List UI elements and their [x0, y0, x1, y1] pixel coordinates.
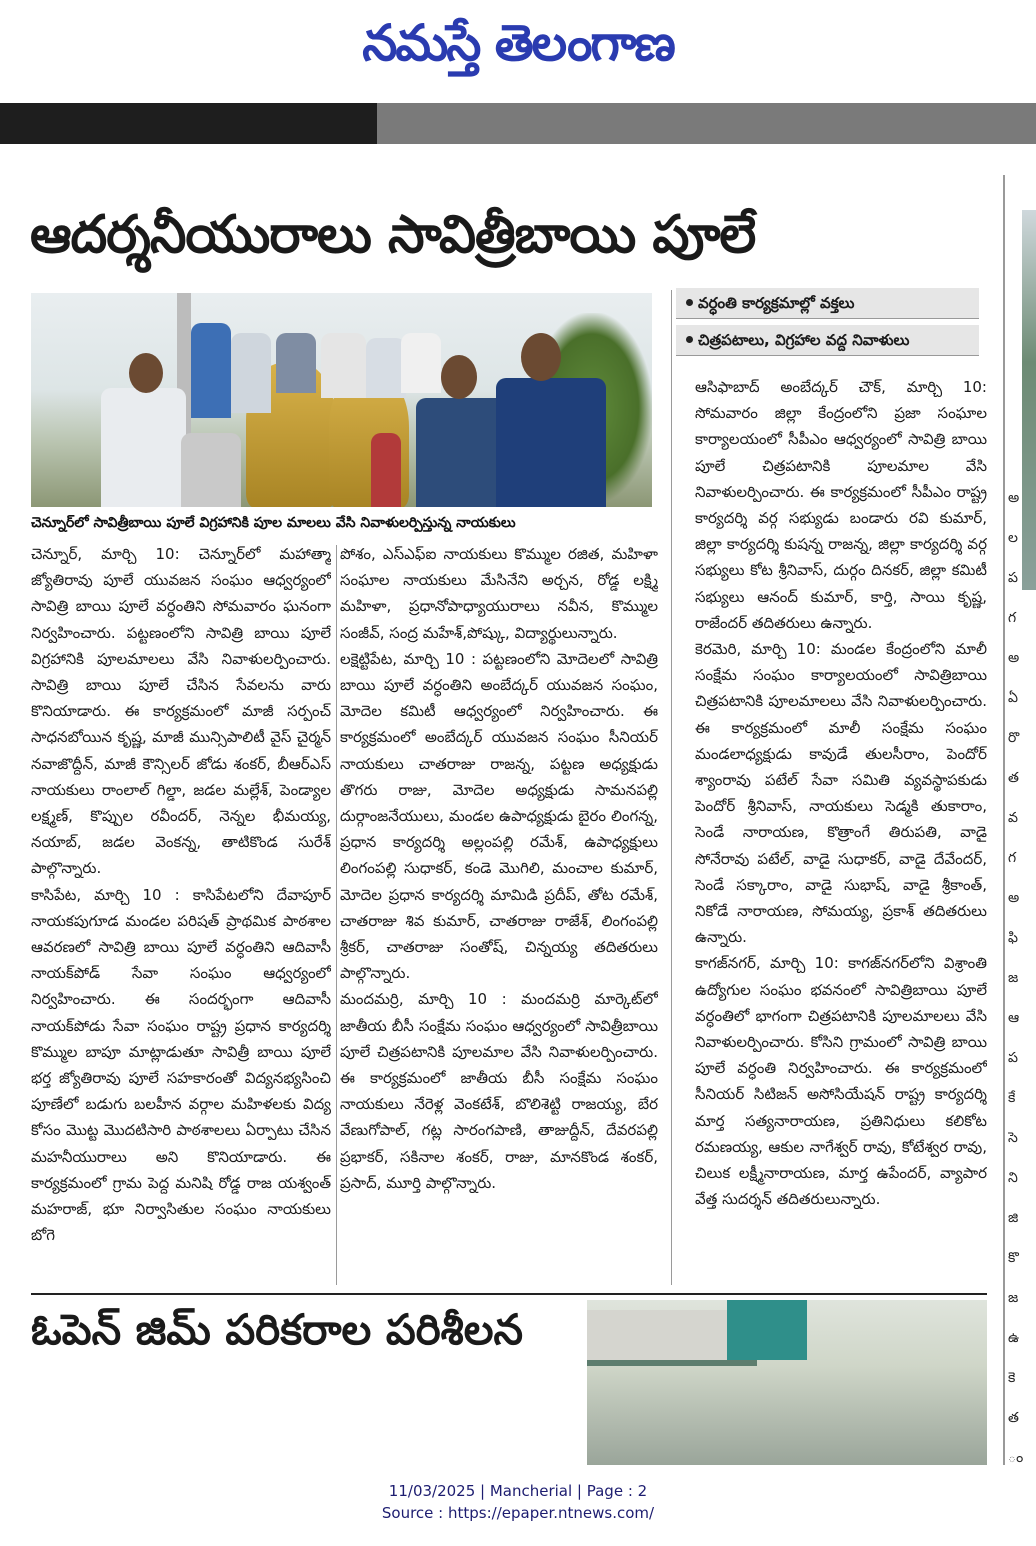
person [276, 333, 316, 393]
adjacent-text-fragment: ప [1008, 1050, 1018, 1066]
adjacent-text-fragment: ఆ [1008, 1010, 1020, 1026]
person [366, 338, 406, 398]
adjacent-text-fragment: అ [1008, 890, 1020, 906]
adjacent-photo [1022, 210, 1036, 590]
adjacent-text-fragment: ప [1008, 570, 1018, 586]
paragraph: చెన్నూర్, మార్చి 10: చెన్నూర్‌లో మహాత్మా జ్యోతిరావు పూలే యువజన సంఘం ఆధ్వర్యంలో సావిత్రి బాయి పూలే వర్ధంతిని సోమవారం ఘనంగా నిర్వహించారు. పట్టణంలోని సావిత్రి బాయి పూలే విగ్రహానికి పూలమాలలు వేసి నివాళులర్పించారు. సావిత్రి బాయి పూలే చేసిన సేవలను వారు కొనియాడారు. ఈ కార్యక్రమంలో మాజీ సర్పంచ్ సాధనబోయిన కృష్ణ, మాజీ మున్సిపాలిటీ వైస్ చైర్మన్ నవాజొద్దీన్, మాజీ కౌన్సిలర్ జోడు శంకర్, బీఆర్ఎస్ నాయకులు రాంలాల్ గిల్డా, జడల మల్లేశ్, పెండ్యాల లక్ష్మణ్, కొప్పుల రవీందర్, నెన్నల భీమయ్య, నయాబ్, జడల వెంకన్న, తాటికొండ సురేశ్ పాల్గొన్నారు. [31, 545, 331, 878]
paragraph: కాగజ్‌నగర్, మార్చి 10: కాగజ్‌నగర్‌లోని విశ్రాంతి ఉద్యోగుల సంఘం భవనంలో సావిత్రిబాయి పూలే వర్ధంతిలో భాగంగా చిత్రపటానికి పూలమాలలు వేసి నివాళులర్పించారు. కోసిని గ్రామంలో సావిత్రి బాయి పూలే వర్ధంతి నిర్వహించారు. ఈ కార్యక్రమంలో సీనియర్ సిటిజన్ అసోసియేషన్ రాష్ట్ర కార్యదర్శి మార్త సత్యనారాయణ, ప్రతినిధులు కలికోట రమణయ్య, ఆకుల నాగేశ్వర్ రావు, కోటేశ్వర రావు, చిలుక లక్ష్మీనారాయణ, మార్త ఉపేందర్, వ్యాపార వేత్త సుదర్శన్ తదితరులున్నారు. [695, 954, 987, 1209]
teaser-photo [587, 1300, 987, 1465]
teaser-photo-kiosk [727, 1300, 807, 1360]
person [321, 333, 366, 398]
person [181, 433, 241, 507]
adjacent-text-fragment: అ [1008, 490, 1020, 506]
adjacent-text-fragment: కె [1008, 1370, 1016, 1386]
subhead-1 [676, 288, 979, 319]
paragraph: కెరమెరి, మార్చి 10: మండల కేంద్రంలోని మాలీ సంక్షేమ సంఘం కార్యాలయంలో సావిత్రిబాయి చిత్రపటానికి పూలమాలలు వేసి నివాళులర్పించారు. ఈ కార్యక్రమంలో మాలీ సంక్షేమ సంఘం మండలాధ్యక్షుడు కావుడే తులసీరాం, పెందోర్ శ్యాంరావు పటేల్ సేవా సమితి వ్యవస్థాపకుడు పెందోర్ శ్రీనివాస్, నాయకులు సెడ్మకి తుకారాం, సెండే నారాయణ, కొత్రాంగే తిరుపతి, వాడై సోనేరావు పటేల్, వాడై సుధాకర్, వాడై దేవేందర్, సెండే సక్కారాం, వాడై సుభాష్, వాడై శ్రీకాంత్, నికోడే నారాయణ, సోమయ్య, ప్రకాశ్ తదితరులు ఉన్నారు. [695, 640, 987, 947]
adjacent-text-fragment: జి [1008, 1210, 1019, 1226]
person-head [129, 353, 163, 393]
subhead-2 [676, 325, 979, 356]
adjacent-text-fragment: జ [1008, 970, 1019, 986]
person [101, 388, 186, 507]
adjacent-text-fragment: త [1008, 770, 1019, 786]
adjacent-text-fragment: ఉ [1008, 1330, 1020, 1346]
adjacent-text-fragment: కే [1008, 1090, 1016, 1106]
section-bar-dark [0, 103, 377, 144]
adjacent-text-fragment: ల [1008, 530, 1018, 546]
adjacent-text-fragment: ని [1008, 1170, 1018, 1186]
person [191, 323, 231, 418]
person [401, 333, 441, 393]
subhead-text: వర్ధంతి కార్యక్రమాల్లో వక్తలు [698, 294, 855, 312]
article-column-1 [31, 541, 331, 1287]
column-divider [1003, 175, 1005, 1465]
paragraph: ఆసిఫాబాద్ అంబేద్కర్ చౌక్, మార్చి 10: సోమవారం జిల్లా కేంద్రంలోని ప్రజా సంఘాల కార్యాలయంలో సీపీఎం ఆధ్వర్యంలో సావిత్రి బాయి పూలే చిత్రపటానికి పూలమాల వేసి నివాళులర్పించారు. ఈ కార్యక్రమంలో సీపీఎం రాష్ట్ర కార్యదర్శి వర్గ సభ్యుడు బండారు రవి కుమార్, జిల్లా కార్యదర్శి కుషన్న రాజన్న, జిల్లా కార్యదర్శి వర్గ సభ్యులు కోట శ్రీనివాస్, దుర్గం దినకర్, జిల్లా కమిటీ సభ్యులు ఆనంద్ కుమార్, కార్తి, సాయి కృష్ణ, రాజేందర్ తదితరులు ఉన్నారు. [695, 378, 987, 632]
adjacent-text-fragment: రొ [1008, 730, 1020, 746]
paragraph: కాసిపేట, మార్చి 10 : కాసిపేటలోని దేవాపూర్ నాయకపుగూడ మండల పరిషత్ ప్రాథమిక పాఠశాల ఆవరణలో సావిత్రి బాయి పూలే వర్ధంతిని ఆదివాసీ నాయక్‌పోడ్ సేవా సంఘం ఆధ్వర్యంలో నిర్వహించారు. ఈ సందర్భంగా ఆదివాసీ నాయక్‌పోడు సేవా సంఘం రాష్ట్ర ప్రధాన కార్యదర్శి కొమ్ముల బాపూ మాట్లాడుతూ సావిత్రీ బాయి పూలే భర్త జ్యోతిరావు పూలే సహకారంతో విద్యనభ్యసించి పూణేలో బడుగు బలహీన వర్గాల మహిళలకు విద్య కోసం మొట్ట మొదటిసారి పాఠశాలలు ఏర్పాటు చేసిన మహనీయురాలు అని కొనియాడారు. ఈ కార్యక్రమంలో గ్రామ పెద్ద మనిషి రోడ్డ రాజ యశ్వంత్ మహరాజ్, భూ నిర్వాసితుల సంఘం నాయకులు బోగె [31, 885, 331, 1245]
footer-source-link[interactable]: Source : https://epaper.ntnews.com/ [381, 1504, 655, 1522]
photo-caption: చెన్నూర్‌లో సావిత్రీబాయి పూలే విగ్రహానికి పూల మాలలు వేసి నివాళులర్పిస్తున్న నాయకులు [31, 515, 516, 531]
person [496, 378, 606, 507]
adjacent-text-fragment: ం [1008, 1450, 1024, 1466]
article-column-3 [695, 374, 987, 1287]
adjacent-text-fragment: సె [1008, 1130, 1018, 1146]
adjacent-text-fragment: గ [1008, 850, 1017, 866]
footer-date-edition: 11/03/2025 | Mancherial | Page : 2 [388, 1482, 648, 1500]
adjacent-text-fragment: ఫి [1008, 930, 1018, 946]
adjacent-text-fragment: కొ [1008, 1250, 1019, 1266]
newspaper-logo: నమస్తే తెలంగాణ [362, 14, 674, 72]
paragraph: పోశం, ఎస్ఎఫ్ఐ నాయకులు కొమ్ముల రజిత, మహిళా సంఘాల నాయకులు మేసినేని అర్చన, రోడ్డ లక్ష్మి మహిళా, ప్రధానోపాధ్యాయురాలు నవీన, కొమ్ముల సంజీవ్, సంద్ర మహేశ్,పోష్కు, విద్యార్థులున్నారు. [340, 545, 658, 642]
adjacent-text-fragment: జ [1008, 1290, 1019, 1306]
paragraph: లక్షెట్టిపేట, మార్చి 10 : పట్టణంలోని మోదెలలో సావిత్రి బాయి పూలే వర్ధంతిని అంబేద్కర్ యువజన సంఘం, మోదెల కమిటీ ఆధ్వర్యంలో నిర్వహించారు. ఈ కార్యక్రమంలో అంబేద్కర్ యువజన సంఘం సీనియర్ నాయకులు చాతరాజు రాజన్న, పట్టణ అధ్యక్షుడు తొగరు రాజు, మోదెల అధ్యక్షుడు సామనపల్లి దుర్గాంజనేయులు, మండల ఉపాధ్యక్షుడు బైరం లింగన్న, ప్రధాన కార్యదర్శి అల్లంపల్లి రమేశ్, ఉపాధ్యక్షులు లింగంపల్లి సుధాకర్, కండె మొగిలి, మంచాల కుమార్, మోదెల ప్రధాన కార్యదర్శి మామిడి ప్రదీప్, తోట రమేశ్, చాతరాజు శివ కుమార్, చాతరాజు రాజేశ్, లింగంపల్లి శ్రీకర్, చాతరాజు సంతోష్, చిన్నయ్య తదితరులు పాల్గొన్నారు. [340, 649, 658, 983]
subhead-text: చిత్రపటాలు, విగ్రహాల వద్ద నివాళులు [698, 331, 910, 349]
person-head [441, 355, 477, 399]
paragraph: మందమర్రి, మార్చి 10 : మందమర్రి మార్కెట్‌లో జాతీయ బీసీ సంక్షేమ సంఘం ఆధ్వర్యంలో సావిత్రీబాయి పూలే చిత్రపటానికి పూలమాల వేసి నివాళులర్పించారు. ఈ కార్యక్రమంలో జాతీయ బీసీ సంక్షేమ సంఘం నాయకులు నేరెళ్ల వెంకటేశ్, బొలిశెట్టి రాజయ్య, బేర వేణుగోపాల్, గట్ల సారంగపాణి, తాజుద్దీన్, దేవరపల్లి ప్రభాకర్, సకినాల శంకర్, రాజు, మానకొండ శంకర్, ప్రసాద్, మూర్తి పాల్గొన్నారు. [340, 990, 658, 1192]
adjacent-text-fragment: వ [1008, 810, 1018, 826]
bullet-icon [686, 299, 693, 306]
article-photo [31, 293, 652, 507]
page-footer [0, 1480, 1036, 1524]
adjacent-article-strip [1008, 150, 1036, 1470]
adjacent-text-fragment: ఏ [1008, 690, 1018, 706]
article-bottom-rule [31, 1293, 987, 1295]
bullet-icon [686, 336, 693, 343]
masthead [0, 0, 1036, 102]
person [231, 333, 271, 413]
adjacent-text-fragment: అ [1008, 650, 1020, 666]
column-rule [671, 290, 672, 1285]
person-head [521, 333, 561, 381]
column-rule [336, 545, 337, 1285]
adjacent-text-fragment: గ [1008, 610, 1017, 626]
adjacent-text-fragment: త [1008, 1410, 1019, 1426]
teaser-headline: ఓపెన్ జిమ్ పరికరాల పరిశీలన [31, 1305, 524, 1354]
article-column-2 [340, 541, 658, 1287]
article-headline: ఆదర్శనీయురాలు సావిత్రీబాయి పూలే [30, 205, 756, 265]
person [371, 433, 401, 507]
next-article-teaser [31, 1300, 581, 1465]
section-bar-grey [377, 103, 1036, 144]
